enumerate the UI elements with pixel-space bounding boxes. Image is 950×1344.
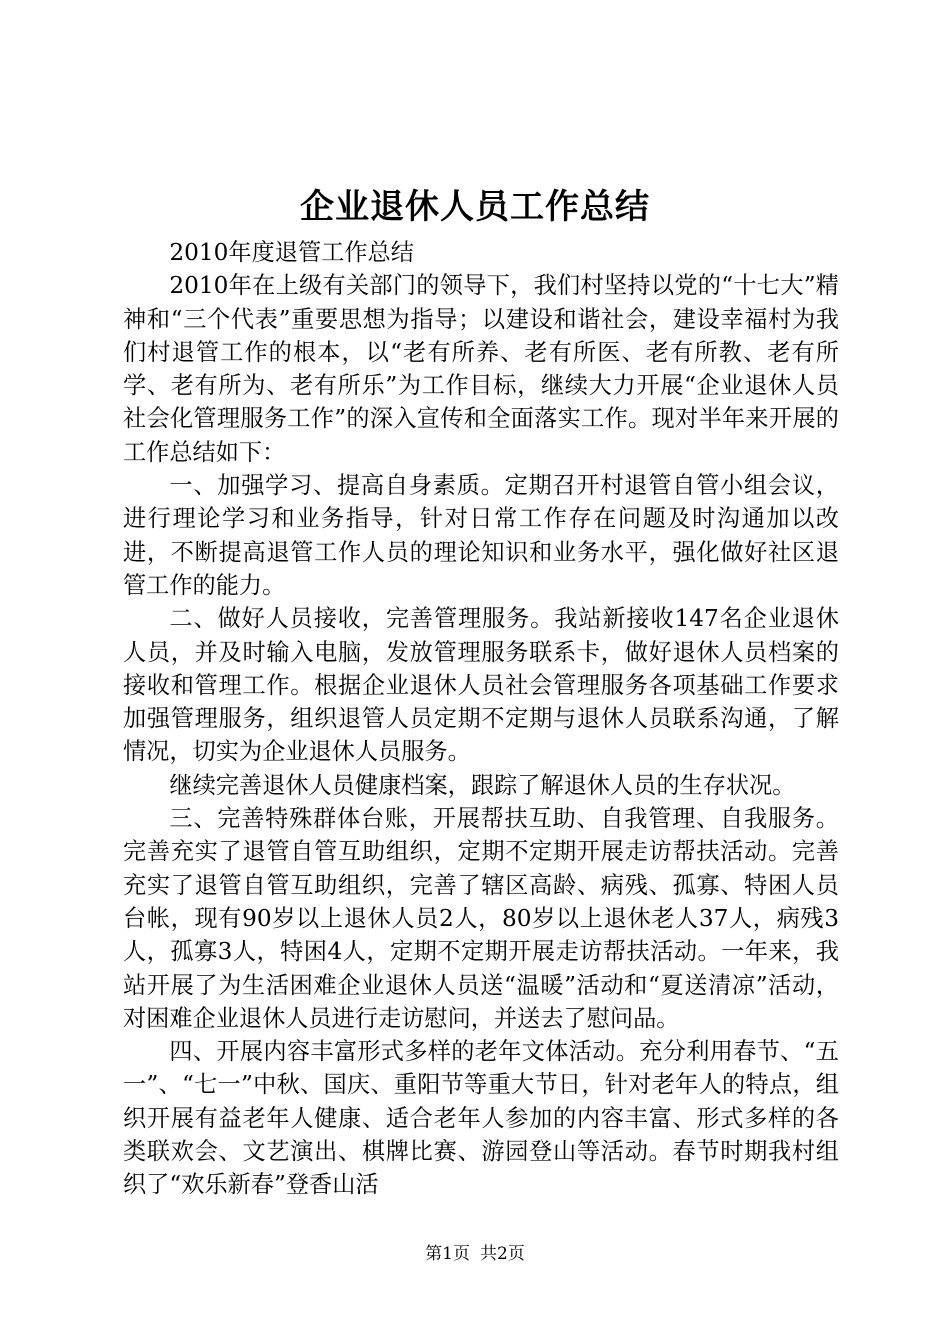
paragraph-section-3: 三、完善特殊群体台账，开展帮扶互助、自我管理、自我服务。完善充实了退管自管互助组织，定期不定期开展走访帮扶活动。完善充实了退管自管互助组织，完善了辖区高龄、病残、孤寡、特困人员台帐，现有90岁以上退休人员2人，80岁以上退休老人37人，病残3人，孤寡3人，特困4人，定期不定期开展走访帮扶活动。一年来，我站开展了为生活困难企业退休人员送“温暖”活动和“夏送清凉”活动，对困难企业退休人员进行走访慰问，并送去了慰问品。 bbox=[123, 805, 839, 1032]
page-number: 第1页 bbox=[425, 1244, 470, 1264]
document-body bbox=[123, 236, 839, 1202]
paragraph-section-2: 二、做好人员接收，完善管理服务。我站新接收147名企业退休人员，并及时输入电脑，发放管理服务联系卡，做好退休人员档案的接收和管理工作。根据企业退休人员社会管理服务各项基础工作要求加强管理服务，组织退管人员定期不定期与退休人员联系沟通，了解情况，切实为企业退休人员服务。 bbox=[123, 605, 839, 766]
paragraph-intro: 2010年在上级有关部门的领导下，我们村坚持以党的“十七大”精神和“三个代表”重要思想为指导；以建设和谐社会，建设幸福村为我们村退管工作的根本，以“老有所养、老有所医、老有所教、老有所学、老有所为、老有所乐”为工作目标，继续大力开展“企业退休人员社会化管理服务工作”的深入宣传和全面落实工作。现对半年来开展的工作总结如下： bbox=[123, 272, 839, 466]
paragraph-subtitle: 2010年度退管工作总结 bbox=[169, 239, 414, 266]
paragraph-section-1: 一、加强学习、提高自身素质。定期召开村退管自管小组会议，进行理论学习和业务指导，针对日常工作存在问题及时沟通加以改进，不断提高退管工作人员的理论知识和业务水平，强化做好社区退管工作的能力。 bbox=[123, 472, 839, 599]
page-total: 共2页 bbox=[480, 1244, 525, 1264]
page-footer bbox=[0, 1242, 950, 1266]
document-title: 企业退休人员工作总结 bbox=[300, 187, 650, 227]
paragraph-section-4: 四、开展内容丰富形式多样的老年文体活动。充分利用春节、“五一”、“七一”中秋、国庆、重阳节等重大节日，针对老年人的特点，组织开展有益老年人健康、适合老年人参加的内容丰富、形式多样的各类联欢会、文艺演出、棋牌比赛、游园登山等活动。春节时期我村组织了“欢乐新春”登香山活 bbox=[123, 1038, 839, 1199]
paragraph-section-2-continued: 继续完善退休人员健康档案，跟踪了解退休人员的生存状况。 bbox=[169, 771, 796, 799]
